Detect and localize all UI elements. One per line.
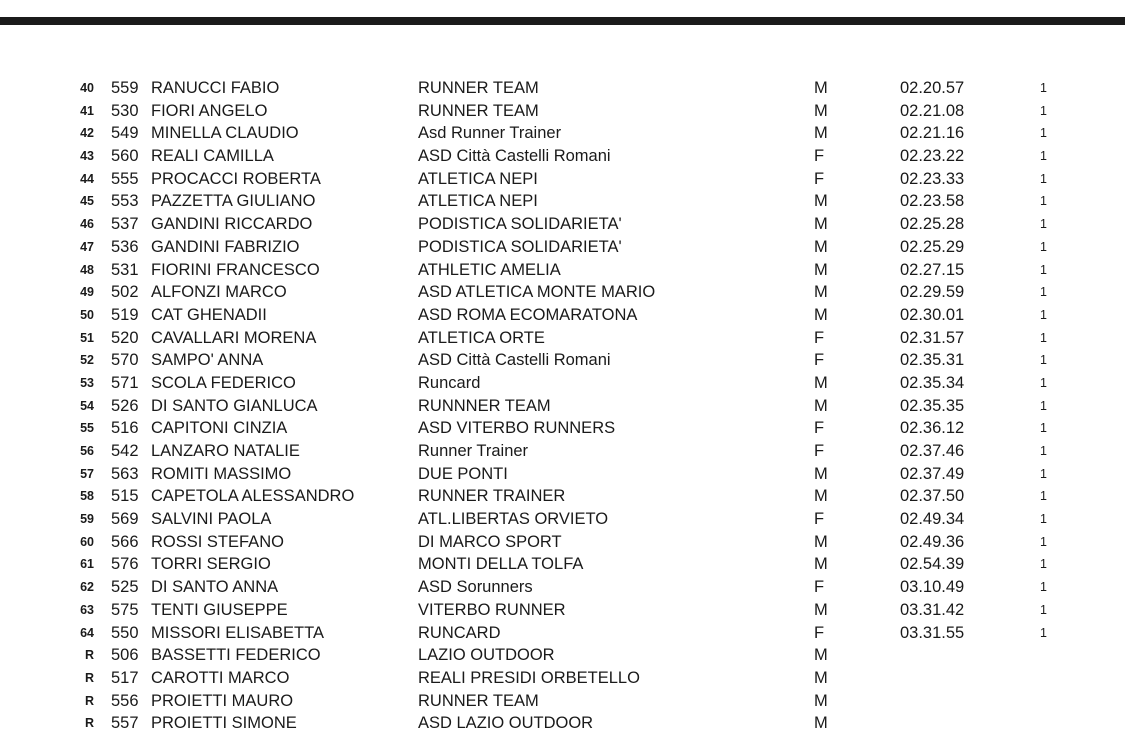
sex-cell: M xyxy=(814,215,828,234)
bib-number-cell: 556 xyxy=(111,691,139,710)
team-cell: ATLETICA NEPI xyxy=(418,192,538,211)
result-row xyxy=(0,281,1125,304)
sex-cell: F xyxy=(814,510,825,529)
result-row xyxy=(0,349,1125,372)
category-cell: 1 xyxy=(1040,580,1047,595)
finish-time-cell: 02.27.15 xyxy=(900,260,965,279)
athlete-name-cell: CAT GHENADII xyxy=(151,305,267,324)
finish-time-cell: 02.37.46 xyxy=(900,442,965,460)
athlete-name-cell: GANDINI RICCARDO xyxy=(151,215,313,234)
athlete-name-cell: DI SANTO ANNA xyxy=(151,578,279,597)
sex-cell: M xyxy=(814,464,828,483)
sex-cell: M xyxy=(814,532,828,551)
sex-cell: M xyxy=(814,79,828,97)
team-cell: RUNCARD xyxy=(418,623,501,642)
bib-number-cell: 560 xyxy=(111,147,139,166)
finish-time-cell: 03.31.55 xyxy=(900,623,965,642)
sex-cell: F xyxy=(814,351,825,370)
athlete-name-cell: REALI CAMILLA xyxy=(151,147,274,166)
athlete-name-cell: CAPETOLA ALESSANDRO xyxy=(151,487,355,506)
sex-cell: M xyxy=(814,124,828,143)
result-row xyxy=(0,622,1125,645)
team-cell: RUNNER TEAM xyxy=(418,691,539,710)
bib-number-cell: 515 xyxy=(111,487,139,506)
sex-cell: M xyxy=(814,101,828,120)
sex-cell: F xyxy=(814,442,825,460)
bib-number-cell: 557 xyxy=(111,714,139,733)
category-cell: 1 xyxy=(1040,466,1047,481)
team-cell: DUE PONTI xyxy=(418,464,508,483)
athlete-name-cell: BASSETTI FEDERICO xyxy=(151,646,321,665)
position-cell: 63 xyxy=(80,602,94,617)
category-cell: 1 xyxy=(1040,330,1047,345)
finish-time-cell: 02.35.34 xyxy=(900,373,965,392)
bib-number-cell: 576 xyxy=(111,555,139,574)
sex-cell: F xyxy=(814,578,825,597)
category-cell: 1 xyxy=(1040,398,1047,413)
category-cell: 1 xyxy=(1040,149,1047,164)
result-row xyxy=(0,644,1125,667)
bib-number-cell: 506 xyxy=(111,646,139,665)
result-row xyxy=(0,508,1125,531)
result-row xyxy=(0,372,1125,395)
team-cell: RUNNNER TEAM xyxy=(418,396,551,415)
finish-time-cell: 02.37.49 xyxy=(900,464,965,483)
results-table xyxy=(0,77,1125,735)
position-cell: 49 xyxy=(80,285,94,300)
athlete-name-cell: DI SANTO GIANLUCA xyxy=(151,396,318,415)
athlete-name-cell: CAROTTI MARCO xyxy=(151,668,290,687)
bib-number-cell: 537 xyxy=(111,215,139,234)
bib-number-cell: 520 xyxy=(111,328,139,347)
result-row xyxy=(0,712,1125,735)
athlete-name-cell: PROIETTI SIMONE xyxy=(151,714,297,733)
position-cell: 61 xyxy=(80,557,94,572)
position-cell: 47 xyxy=(80,239,94,254)
position-cell: 58 xyxy=(80,489,94,504)
result-row xyxy=(0,259,1125,282)
team-cell: ASD VITERBO RUNNERS xyxy=(418,419,616,438)
finish-time-cell: 02.23.33 xyxy=(900,169,965,188)
bib-number-cell: 566 xyxy=(111,532,139,551)
result-row xyxy=(0,531,1125,554)
finish-time-cell: 02.49.34 xyxy=(900,510,965,529)
category-cell: 1 xyxy=(1040,421,1047,436)
result-row xyxy=(0,304,1125,327)
team-cell: LAZIO OUTDOOR xyxy=(418,646,555,665)
category-cell: 1 xyxy=(1040,512,1047,527)
sex-cell: M xyxy=(814,714,828,733)
category-cell: 1 xyxy=(1040,262,1047,277)
athlete-name-cell: SAMPO' ANNA xyxy=(151,351,264,370)
sex-cell: M xyxy=(814,283,828,302)
sex-cell: M xyxy=(814,646,828,665)
finish-time-cell: 02.35.31 xyxy=(900,351,965,370)
position-cell: 50 xyxy=(80,307,94,322)
finish-time-cell: 02.49.36 xyxy=(900,532,965,551)
position-cell: 46 xyxy=(80,217,94,232)
finish-time-cell: 02.25.29 xyxy=(900,237,965,256)
athlete-name-cell: PAZZETTA GIULIANO xyxy=(151,192,316,211)
finish-time-cell: 02.25.28 xyxy=(900,215,965,234)
team-cell: ASD ROMA ECOMARATONA xyxy=(418,305,638,324)
team-cell: ATLETICA NEPI xyxy=(418,169,538,188)
category-cell: 1 xyxy=(1040,126,1047,141)
finish-time-cell: 02.54.39 xyxy=(900,555,965,574)
team-cell: DI MARCO SPORT xyxy=(418,532,562,551)
result-row xyxy=(0,190,1125,213)
team-cell: REALI PRESIDI ORBETELLO xyxy=(418,668,640,687)
team-cell: RUNNER TEAM xyxy=(418,79,539,97)
finish-time-cell: 02.30.01 xyxy=(900,305,965,324)
athlete-name-cell: TORRI SERGIO xyxy=(151,555,271,574)
team-cell: Runcard xyxy=(418,373,481,392)
athlete-name-cell: MISSORI ELISABETTA xyxy=(151,623,324,642)
bib-number-cell: 517 xyxy=(111,668,139,687)
bib-number-cell: 525 xyxy=(111,578,139,597)
team-cell: PODISTICA SOLIDARIETA' xyxy=(418,215,622,234)
bib-number-cell: 553 xyxy=(111,192,139,211)
position-cell: 52 xyxy=(80,353,94,368)
result-row xyxy=(0,168,1125,191)
position-cell: 64 xyxy=(80,625,94,640)
bib-number-cell: 542 xyxy=(111,442,139,460)
result-row xyxy=(0,327,1125,350)
bib-number-cell: 559 xyxy=(111,79,139,97)
athlete-name-cell: PROIETTI MAURO xyxy=(151,691,294,710)
position-cell: 44 xyxy=(80,171,94,186)
bib-number-cell: 530 xyxy=(111,101,139,120)
finish-time-cell: 03.10.49 xyxy=(900,578,965,597)
team-cell: RUNNER TRAINER xyxy=(418,487,566,506)
sex-cell: M xyxy=(814,668,828,687)
position-cell: 55 xyxy=(80,421,94,436)
athlete-name-cell: LANZARO NATALIE xyxy=(151,442,300,460)
result-row xyxy=(0,100,1125,123)
position-cell: 41 xyxy=(80,103,94,118)
result-row xyxy=(0,77,1125,100)
category-cell: 1 xyxy=(1040,353,1047,368)
category-cell: 1 xyxy=(1040,81,1047,95)
position-cell: R xyxy=(84,648,94,663)
category-cell: 1 xyxy=(1040,534,1047,549)
sex-cell: M xyxy=(814,691,828,710)
category-cell: 1 xyxy=(1040,285,1047,300)
position-cell: 51 xyxy=(80,330,94,345)
position-cell: 54 xyxy=(80,398,94,413)
team-cell: MONTI DELLA TOLFA xyxy=(418,555,584,574)
bib-number-cell: 555 xyxy=(111,169,139,188)
position-cell: 45 xyxy=(80,194,94,209)
bib-number-cell: 549 xyxy=(111,124,139,143)
result-row xyxy=(0,599,1125,622)
bib-number-cell: 571 xyxy=(111,373,139,392)
sex-cell: M xyxy=(814,600,828,619)
result-row xyxy=(0,122,1125,145)
category-cell: 1 xyxy=(1040,307,1047,322)
team-cell: ASD Città Castelli Romani xyxy=(418,351,611,370)
position-cell: R xyxy=(84,693,94,708)
result-row xyxy=(0,553,1125,576)
position-cell: 62 xyxy=(80,580,94,595)
sex-cell: F xyxy=(814,328,825,347)
category-cell: 1 xyxy=(1040,444,1047,458)
bib-number-cell: 569 xyxy=(111,510,139,529)
athlete-name-cell: ROSSI STEFANO xyxy=(151,532,284,551)
header-bar xyxy=(0,17,1125,25)
bib-number-cell: 516 xyxy=(111,419,139,438)
position-cell: 53 xyxy=(80,375,94,390)
category-cell: 1 xyxy=(1040,171,1047,186)
bib-number-cell: 502 xyxy=(111,283,139,302)
position-cell: 60 xyxy=(80,534,94,549)
sex-cell: M xyxy=(814,555,828,574)
sex-cell: M xyxy=(814,260,828,279)
position-cell: 43 xyxy=(80,149,94,164)
category-cell: 1 xyxy=(1040,217,1047,232)
bib-number-cell: 526 xyxy=(111,396,139,415)
result-row xyxy=(0,690,1125,713)
result-row xyxy=(0,485,1125,508)
result-row xyxy=(0,576,1125,599)
result-row xyxy=(0,463,1125,486)
athlete-name-cell: RANUCCI FABIO xyxy=(151,79,280,97)
result-row xyxy=(0,395,1125,418)
bib-number-cell: 536 xyxy=(111,237,139,256)
category-cell: 1 xyxy=(1040,489,1047,504)
result-row xyxy=(0,145,1125,168)
position-cell: 48 xyxy=(80,262,94,277)
sex-cell: M xyxy=(814,305,828,324)
position-cell: 40 xyxy=(80,81,94,95)
position-cell: 57 xyxy=(80,466,94,481)
team-cell: ATL.LIBERTAS ORVIETO xyxy=(418,510,609,529)
finish-time-cell: 02.31.57 xyxy=(900,328,965,347)
finish-time-cell: 02.20.57 xyxy=(900,79,965,97)
athlete-name-cell: GANDINI FABRIZIO xyxy=(151,237,300,256)
finish-time-cell: 02.37.50 xyxy=(900,487,965,506)
athlete-name-cell: FIORI ANGELO xyxy=(151,101,268,120)
sex-cell: M xyxy=(814,373,828,392)
finish-time-cell: 02.21.08 xyxy=(900,101,965,120)
sex-cell: M xyxy=(814,192,828,211)
athlete-name-cell: PROCACCI ROBERTA xyxy=(151,169,321,188)
athlete-name-cell: MINELLA CLAUDIO xyxy=(151,124,299,143)
finish-time-cell: 02.21.16 xyxy=(900,124,965,143)
finish-time-cell: 03.31.42 xyxy=(900,600,965,619)
position-cell: 42 xyxy=(80,126,94,141)
finish-time-cell: 02.29.59 xyxy=(900,283,965,302)
category-cell: 1 xyxy=(1040,602,1047,617)
sex-cell: F xyxy=(814,623,825,642)
finish-time-cell: 02.23.22 xyxy=(900,147,965,166)
team-cell: RUNNER TEAM xyxy=(418,101,539,120)
athlete-name-cell: FIORINI FRANCESCO xyxy=(151,260,320,279)
position-cell: R xyxy=(84,716,94,731)
category-cell: 1 xyxy=(1040,625,1047,640)
bib-number-cell: 563 xyxy=(111,464,139,483)
finish-time-cell: 02.35.35 xyxy=(900,396,965,415)
finish-time-cell: 02.23.58 xyxy=(900,192,965,211)
category-cell: 1 xyxy=(1040,103,1047,118)
category-cell: 1 xyxy=(1040,375,1047,390)
bib-number-cell: 519 xyxy=(111,305,139,324)
result-row xyxy=(0,417,1125,440)
team-cell: ASD Sorunners xyxy=(418,578,533,597)
team-cell: PODISTICA SOLIDARIETA' xyxy=(418,237,622,256)
team-cell: ASD LAZIO OUTDOOR xyxy=(418,714,594,733)
result-row xyxy=(0,440,1125,463)
team-cell: ATLETICA ORTE xyxy=(418,328,545,347)
sex-cell: F xyxy=(814,147,825,166)
sex-cell: M xyxy=(814,237,828,256)
position-cell: 59 xyxy=(80,512,94,527)
category-cell: 1 xyxy=(1040,194,1047,209)
team-cell: ATHLETIC AMELIA xyxy=(418,260,561,279)
sex-cell: F xyxy=(814,419,825,438)
position-cell: 56 xyxy=(80,444,94,458)
athlete-name-cell: CAVALLARI MORENA xyxy=(151,328,317,347)
sex-cell: M xyxy=(814,487,828,506)
result-row xyxy=(0,236,1125,259)
athlete-name-cell: SALVINI PAOLA xyxy=(151,510,272,529)
team-cell: Runner Trainer xyxy=(418,442,529,460)
position-cell: R xyxy=(84,670,94,685)
athlete-name-cell: ROMITI MASSIMO xyxy=(151,464,292,483)
team-cell: ASD Città Castelli Romani xyxy=(418,147,611,166)
sex-cell: F xyxy=(814,169,825,188)
athlete-name-cell: ALFONZI MARCO xyxy=(151,283,287,302)
team-cell: ASD ATLETICA MONTE MARIO xyxy=(418,283,656,302)
team-cell: Asd Runner Trainer xyxy=(418,124,562,143)
team-cell: VITERBO RUNNER xyxy=(418,600,566,619)
finish-time-cell: 02.36.12 xyxy=(900,419,965,438)
bib-number-cell: 570 xyxy=(111,351,139,370)
bib-number-cell: 575 xyxy=(111,600,139,619)
athlete-name-cell: TENTI GIUSEPPE xyxy=(151,600,288,619)
bib-number-cell: 550 xyxy=(111,623,139,642)
athlete-name-cell: CAPITONI CINZIA xyxy=(151,419,288,438)
category-cell: 1 xyxy=(1040,239,1047,254)
result-row xyxy=(0,667,1125,690)
result-row xyxy=(0,213,1125,236)
sex-cell: M xyxy=(814,396,828,415)
bib-number-cell: 531 xyxy=(111,260,139,279)
athlete-name-cell: SCOLA FEDERICO xyxy=(151,373,296,392)
category-cell: 1 xyxy=(1040,557,1047,572)
